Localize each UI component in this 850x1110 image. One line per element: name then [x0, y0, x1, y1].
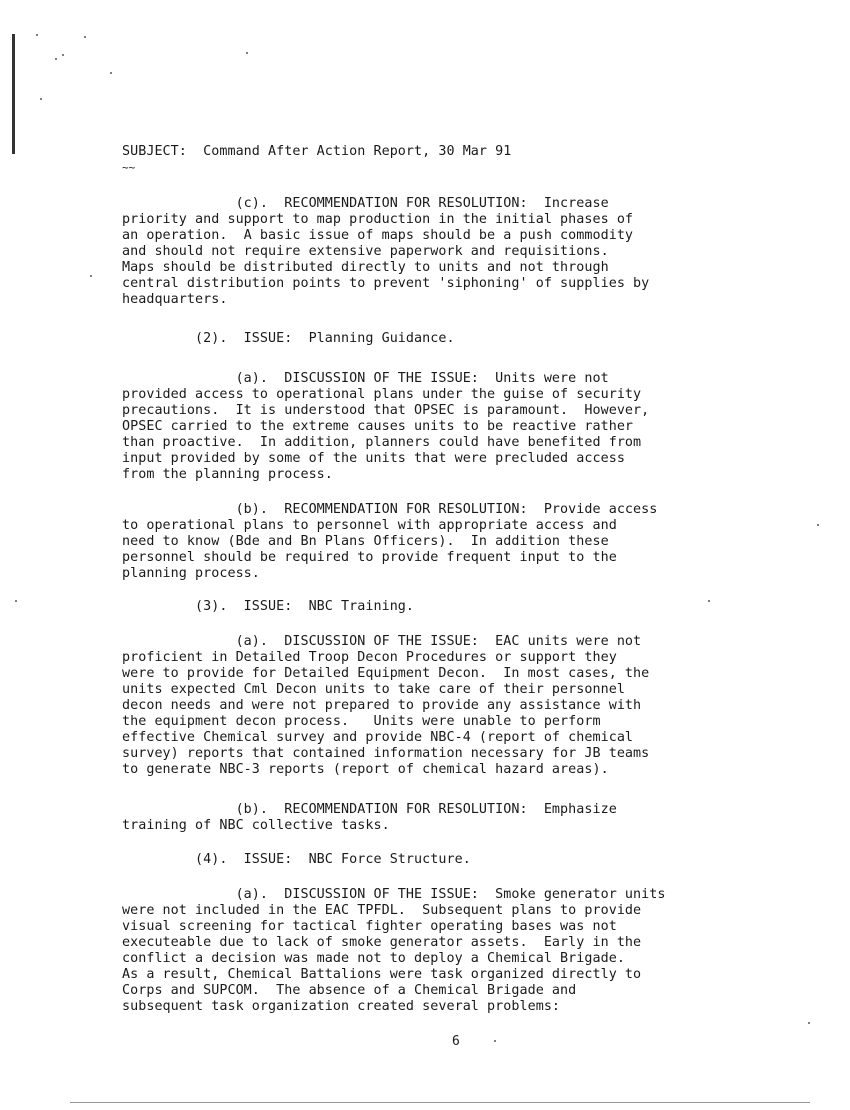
paragraph-7-line: (b). RECOMMENDATION FOR RESOLUTION: Emphasize: [122, 802, 617, 817]
paragraph-1-line: an operation. A basic issue of maps should be a push commodity: [122, 228, 634, 243]
paragraph-3-line: (a). DISCUSSION OF THE ISSUE: Units were not: [122, 371, 609, 386]
paragraph-6-line: (a). DISCUSSION OF THE ISSUE: EAC units were not: [122, 634, 642, 649]
scan-speck: [36, 34, 38, 36]
paragraph-9-line: conflict a decision was made not to deploy a Chemical Brigade.: [122, 951, 625, 966]
scan-speck: [90, 275, 92, 277]
paragraph-6-line: survey) reports that contained information necessary for JB teams: [122, 746, 650, 761]
scan-speck: [15, 600, 17, 602]
paragraph-4-line: personnel should be required to provide frequent input to the: [122, 550, 617, 565]
scan-speck: [494, 1040, 496, 1042]
paragraph-9-line: were not included in the EAC TPFDL. Subsequent plans to provide: [122, 903, 642, 918]
paragraph-3-line: OPSEC carried to the extreme causes units to be reactive rather: [122, 419, 634, 434]
paragraph-3-line: precautions. It is understood that OPSEC is paramount. However,: [122, 403, 650, 418]
paragraph-6-line: to generate NBC-3 reports (report of chemical hazard areas).: [122, 762, 609, 777]
paragraph-9-line: (a). DISCUSSION OF THE ISSUE: Smoke generator units: [122, 887, 666, 902]
paragraph-4-line: to operational plans to personnel with appropriate access and: [122, 518, 617, 533]
scan-speck: [246, 52, 248, 54]
paragraph-9-line: As a result, Chemical Battalions were task organized directly to: [122, 967, 642, 982]
subject-line: SUBJECT: Command After Action Report, 30 Mar 91: [122, 144, 512, 159]
paragraph-6-line: were to provide for Detailed Equipment Decon. In most cases, the: [122, 666, 650, 681]
paragraph-4-line: planning process.: [122, 566, 260, 581]
scan-edge-mark: [12, 34, 15, 154]
paragraph-1-line: Maps should be distributed directly to units and not through: [122, 260, 609, 275]
paragraph-4-line: (b). RECOMMENDATION FOR RESOLUTION: Provide access: [122, 502, 658, 517]
paragraph-6-line: units expected Cml Decon units to take care of their personnel: [122, 682, 625, 697]
paragraph-1-line: central distribution points to prevent 'siphoning' of supplies by: [122, 276, 650, 291]
scan-speck: [808, 1022, 810, 1024]
scan-speck: [55, 58, 57, 60]
paragraph-6-line: decon needs and were not prepared to provide any assistance with: [122, 698, 642, 713]
paragraph-6-line: proficient in Detailed Troop Decon Procedures or support they: [122, 650, 617, 665]
paragraph-1-line: priority and support to map production in the initial phases of: [122, 212, 634, 227]
paragraph-9-line: Corps and SUPCOM. The absence of a Chemical Brigade and: [122, 983, 577, 998]
scan-speck: [40, 98, 42, 100]
paragraph-9-line: visual screening for tactical fighter operating bases was not: [122, 919, 617, 934]
scan-speck: [708, 600, 710, 602]
scan-speck: [62, 54, 64, 56]
paragraph-3-line: than proactive. In addition, planners could have benefited from: [122, 435, 642, 450]
paragraph-3-line: from the planning process.: [122, 467, 333, 482]
paragraph-7-line: training of NBC collective tasks.: [122, 818, 390, 833]
paragraph-2-line: (2). ISSUE: Planning Guidance.: [122, 331, 455, 346]
paragraph-1-line: (c). RECOMMENDATION FOR RESOLUTION: Increase: [122, 196, 609, 211]
scan-mark-text: ~~: [122, 161, 136, 174]
paragraph-8-line: (4). ISSUE: NBC Force Structure.: [122, 852, 471, 867]
paragraph-6-line: the equipment decon process. Units were unable to perform: [122, 714, 601, 729]
footer-rule: [70, 1102, 810, 1103]
paragraph-4-line: need to know (Bde and Bn Plans Officers). In addition these: [122, 534, 609, 549]
paragraph-3-line: input provided by some of the units that were precluded access: [122, 451, 625, 466]
paragraph-6-line: effective Chemical survey and provide NBC-4 (report of chemical: [122, 730, 634, 745]
scan-speck: [110, 72, 112, 74]
page-number: 6: [452, 1034, 460, 1049]
paragraph-1-line: and should not require extensive paperwork and requisitions.: [122, 244, 609, 259]
scan-speck: [84, 36, 86, 38]
paragraph-5-line: (3). ISSUE: NBC Training.: [122, 599, 415, 614]
paragraph-1-line: headquarters.: [122, 292, 228, 307]
paragraph-9-line: executeable due to lack of smoke generator assets. Early in the: [122, 935, 642, 950]
scan-speck: [817, 524, 819, 526]
paragraph-9-line: subsequent task organization created several problems:: [122, 999, 561, 1014]
paragraph-3-line: provided access to operational plans under the guise of security: [122, 387, 642, 402]
